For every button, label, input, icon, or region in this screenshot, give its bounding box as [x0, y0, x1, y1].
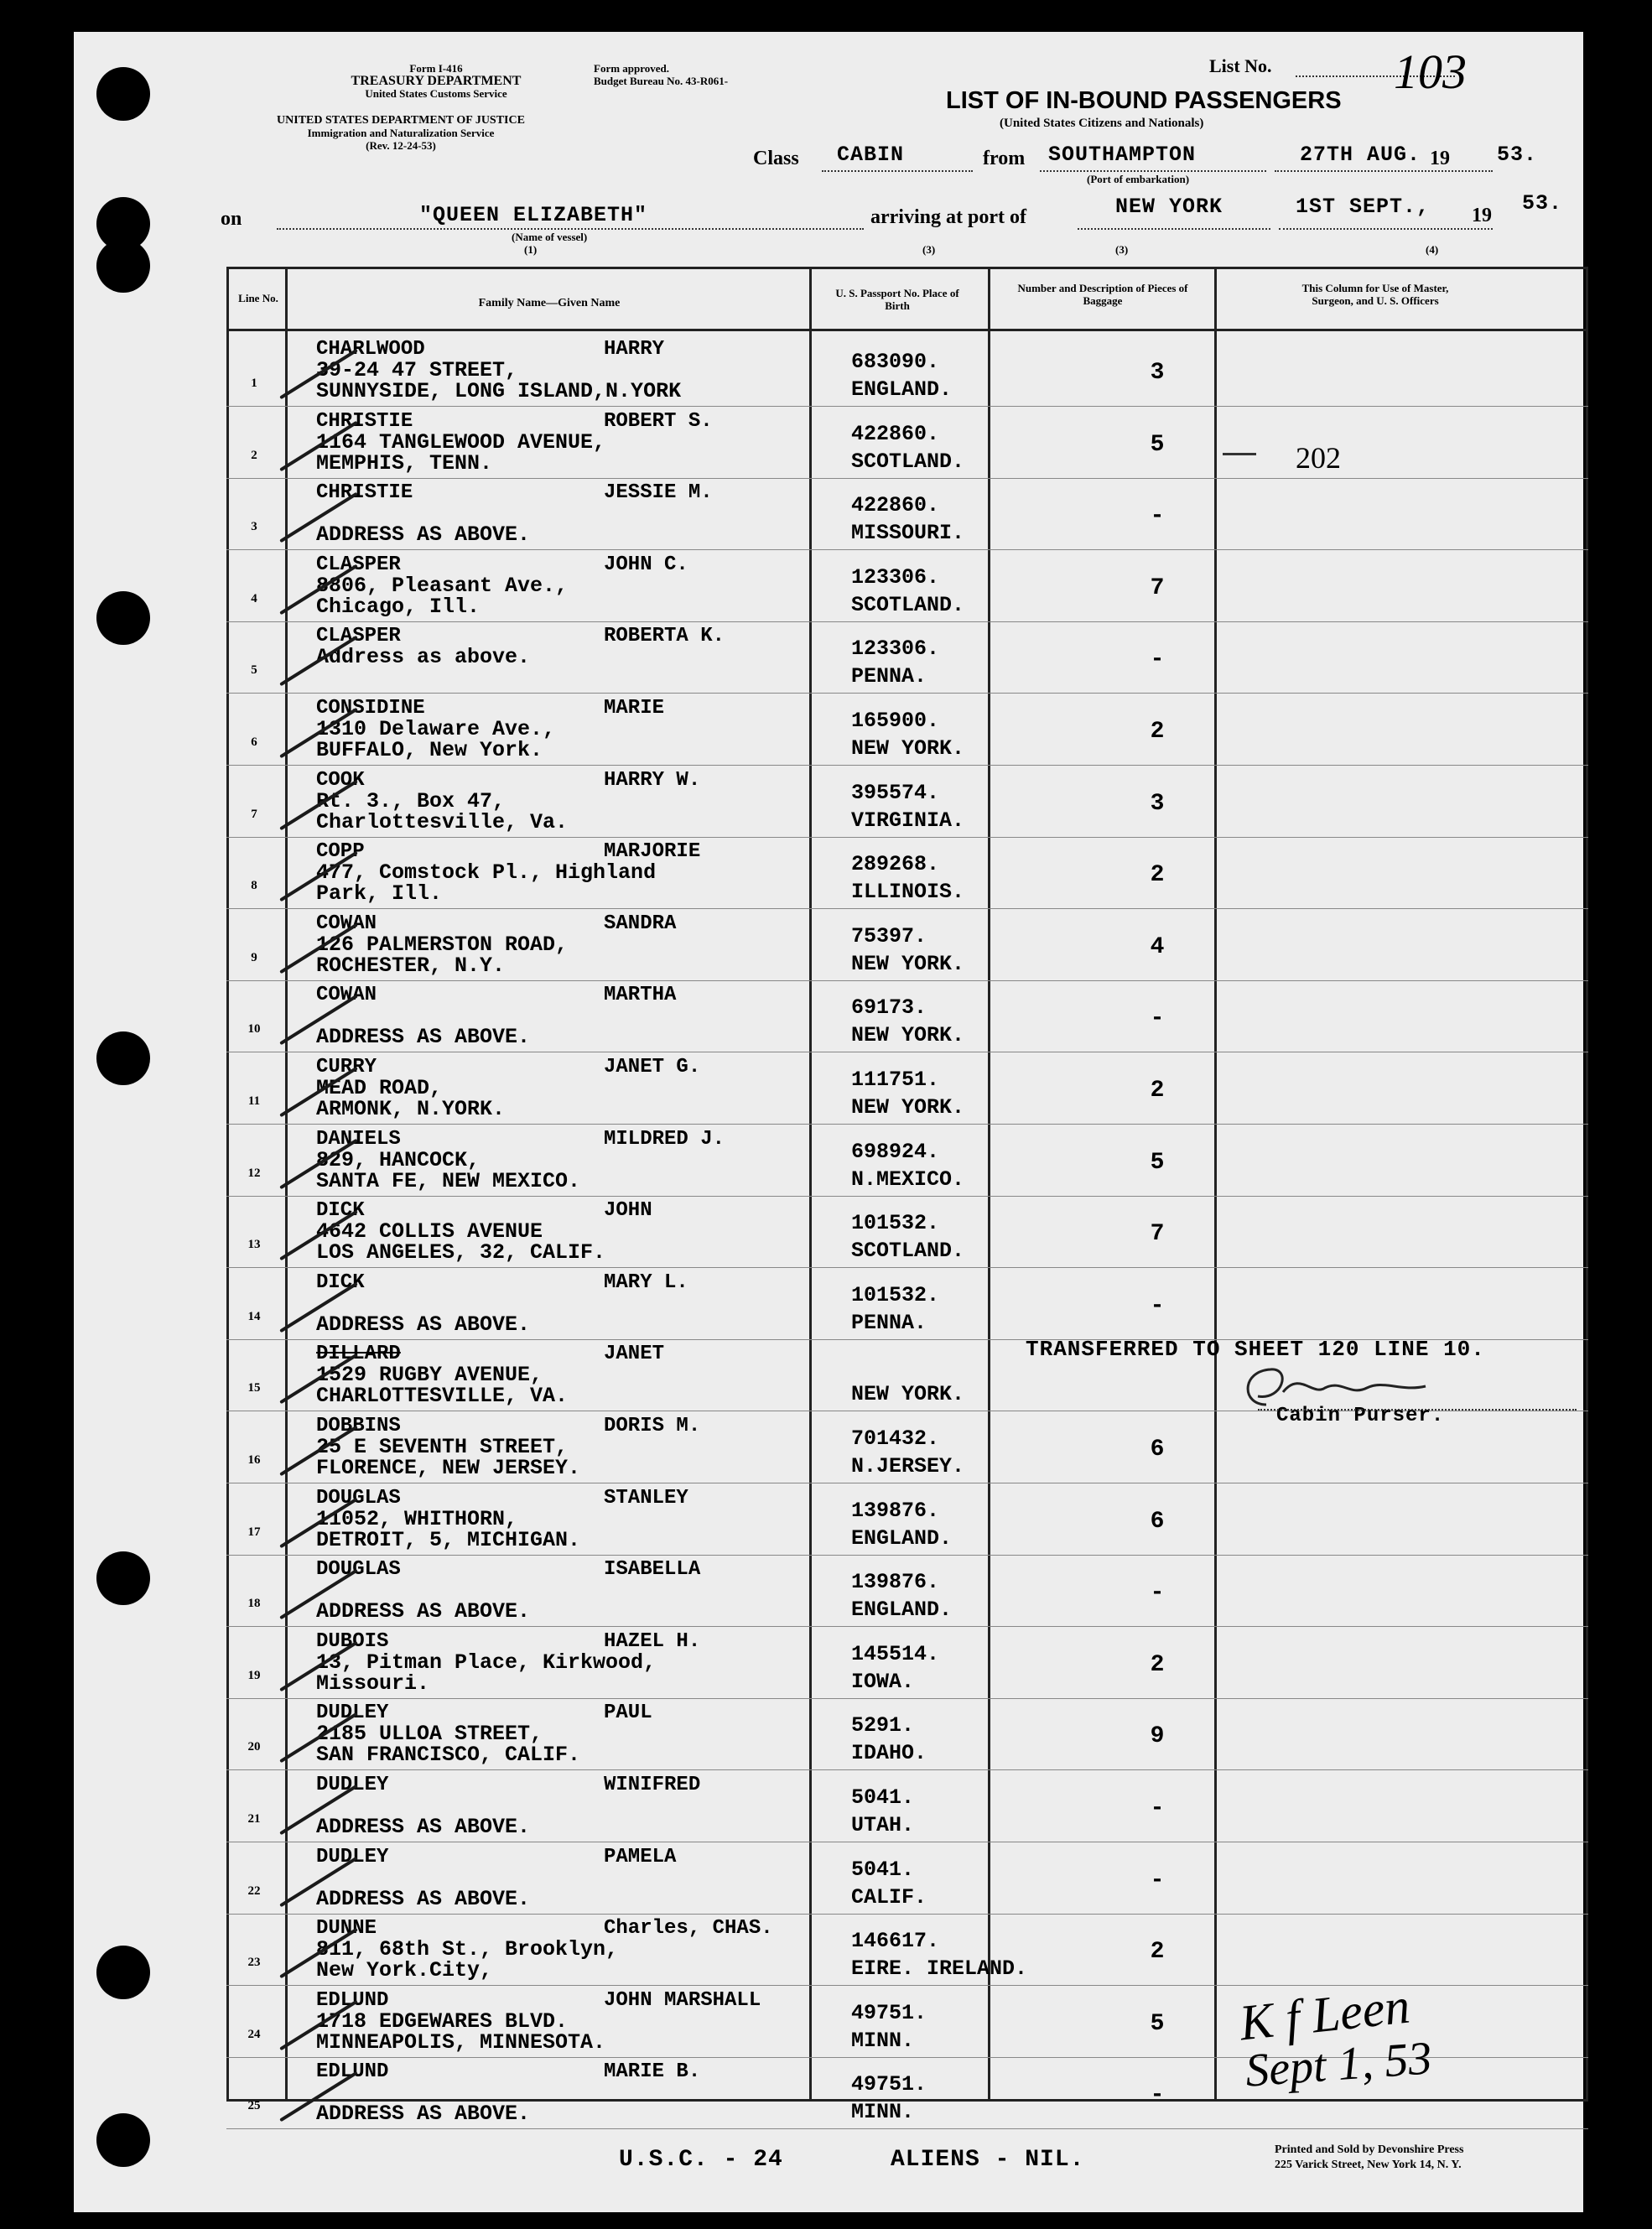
given-name: JOHN — [604, 1199, 652, 1223]
address-line-1: MEAD ROAD, — [316, 1076, 443, 1100]
baggage-count: - — [1150, 1867, 1165, 1894]
departure-date: 27TH AUG. — [1300, 143, 1421, 167]
line-number: 6 — [251, 735, 257, 749]
family-name: DOUGLAS — [316, 1558, 401, 1582]
table-row — [226, 1052, 1588, 1125]
family-name: EDLUND — [316, 2060, 389, 2084]
table-row — [226, 478, 1588, 550]
family-name: DUDLEY — [316, 1845, 389, 1868]
inspector-signature: K f Leen — [1237, 1977, 1413, 2051]
baggage-count: 3 — [1150, 790, 1165, 817]
revision: (Rev. 12-24-53) — [366, 139, 436, 152]
punch-hole — [96, 239, 150, 293]
line-number: 8 — [251, 879, 257, 893]
embarkation-port: SOUTHAMPTON — [1048, 143, 1197, 167]
address-line-2: ADDRESS AS ABOVE. — [316, 1599, 531, 1624]
table-row — [226, 1196, 1588, 1268]
place-of-birth: ENGLAND. — [851, 1525, 953, 1551]
line-number: 23 — [247, 1956, 261, 1970]
line-number: 3 — [251, 520, 257, 534]
address-line-1: Rt. 3., Box 47, — [316, 788, 506, 813]
transfer-note: TRANSFERRED TO SHEET 120 LINE 10. — [1026, 1337, 1485, 1362]
family-name: COWAN — [316, 984, 377, 1007]
passport-number: 5041. — [851, 1857, 915, 1882]
address-line-1: 8806, Pleasant Ave., — [316, 573, 569, 598]
place-of-birth: MINN. — [851, 2028, 915, 2053]
baggage-count: - — [1150, 1005, 1165, 1032]
given-name: HARRY W. — [604, 768, 701, 792]
family-name: COPP — [316, 840, 365, 864]
place-of-birth: NEW YORK. — [851, 1095, 965, 1120]
address-line-2: ADDRESS AS ABOVE. — [316, 2102, 531, 2127]
embarkation-caption: (Port of embarkation) — [1087, 173, 1190, 185]
family-name: COOK — [316, 768, 365, 792]
inspector-date: Sept 1, 53 — [1244, 2032, 1434, 2097]
table-row — [226, 980, 1588, 1052]
address-line-1: 11052, WHITHORN, — [316, 1506, 518, 1531]
address-line-1: 25 E SEVENTH STREET, — [316, 1435, 569, 1459]
col-header-line: Line No. — [238, 292, 278, 304]
passport-number: 5041. — [851, 1785, 915, 1810]
address-line-2: Chicago, Ill. — [316, 594, 481, 619]
line-number: 15 — [247, 1381, 261, 1395]
address-line-1: 1718 EDGEWARES BLVD. — [316, 2008, 569, 2034]
place-of-birth: N.JERSEY. — [851, 1454, 965, 1478]
address-line-1: 1310 Delaware Ave., — [316, 717, 556, 741]
place-of-birth: ILLINOIS. — [851, 880, 965, 905]
place-of-birth: ENGLAND. — [851, 377, 953, 402]
arrival-year: 53. — [1522, 191, 1563, 216]
address-line-1: Address as above. — [316, 645, 531, 670]
passport-number: 123306. — [851, 564, 940, 590]
address-line-2: ARMONK, N.YORK. — [316, 1097, 506, 1121]
col-num-2: (1) — [524, 243, 538, 256]
given-name: Charles, CHAS. — [604, 1917, 773, 1941]
address-line-2: Park, Ill. — [316, 881, 443, 907]
arrival-port: NEW YORK — [1115, 195, 1223, 219]
list-no-label: List No. — [1209, 55, 1272, 76]
family-name: DILLARD — [316, 1343, 401, 1366]
passport-number: 101532. — [851, 1282, 940, 1307]
punch-hole — [96, 2113, 150, 2167]
line-number: 24 — [247, 2027, 261, 2041]
passport-number: 69173. — [851, 995, 927, 1021]
baggage-count: - — [1150, 1580, 1165, 1607]
year-prefix: 19 — [1430, 148, 1450, 169]
given-name: MARIE B. — [604, 2060, 701, 2084]
passport-number: 146617. — [851, 1929, 940, 1954]
passport-number: 101532. — [851, 1211, 940, 1236]
place-of-birth: UTAH. — [851, 1813, 915, 1837]
table-row — [226, 766, 1588, 838]
table-row — [226, 621, 1588, 694]
address-line-2: FLORENCE, NEW JERSEY. — [316, 1456, 581, 1480]
arrival-date-line — [1279, 228, 1493, 230]
baggage-count: - — [1150, 1292, 1165, 1319]
line-number: 21 — [247, 1812, 261, 1826]
passport-number: 5291. — [851, 1713, 915, 1738]
page-title: LIST OF IN-BOUND PASSENGERS — [946, 87, 1342, 114]
address-line-2: MEMPHIS, TENN. — [316, 450, 493, 475]
baggage-count: 6 — [1150, 1437, 1165, 1463]
punch-hole — [96, 591, 150, 645]
family-name: COWAN — [316, 912, 377, 935]
address-line-2: New York.City, — [316, 1958, 493, 1983]
address-line-2: DETROIT, 5, MICHIGAN. — [316, 1527, 581, 1552]
family-name: DICK — [316, 1199, 365, 1223]
page-subtitle: (United States Citizens and Nationals) — [1000, 117, 1204, 130]
given-name: WINIFRED — [604, 1774, 701, 1796]
passport-number: 145514. — [851, 1641, 940, 1666]
table-row — [226, 694, 1588, 766]
table-row — [226, 1698, 1588, 1770]
address-line-2: MINNEAPOLIS, MINNESOTA. — [316, 2029, 606, 2055]
given-name: HAZEL H. — [604, 1629, 701, 1653]
address-line-2: ADDRESS AS ABOVE. — [316, 1815, 531, 1839]
header-rule — [226, 329, 1588, 331]
budget-bureau: Budget Bureau No. 43-R061- — [594, 75, 729, 87]
table-row — [226, 1914, 1588, 1986]
vessel-caption: (Name of vessel) — [512, 231, 588, 243]
family-name: DOBBINS — [316, 1415, 401, 1437]
baggage-count: 2 — [1150, 862, 1165, 889]
line-number: 19 — [247, 1668, 261, 1682]
form-approved: Form approved. — [594, 62, 670, 75]
passport-number: 75397. — [851, 923, 927, 948]
passport-number: 49751. — [851, 2000, 927, 2025]
passport-number: 139876. — [851, 1498, 940, 1523]
punch-hole — [96, 1946, 150, 1999]
punch-hole — [96, 67, 150, 121]
baggage-count: - — [1150, 2082, 1165, 2109]
customs-service: United States Customs Service — [365, 87, 507, 100]
given-name: HARRY — [604, 338, 665, 361]
place-of-birth: MISSOURI. — [851, 521, 965, 546]
baggage-count: 2 — [1150, 1651, 1165, 1678]
baggage-count: 5 — [1150, 2010, 1165, 2037]
address-line-2: LOS ANGELES, 32, CALIF. — [316, 1240, 606, 1265]
table-row — [226, 1842, 1588, 1915]
address-line-2: ADDRESS AS ABOVE. — [316, 1025, 531, 1050]
passport-number: 123306. — [851, 636, 940, 662]
class-line — [822, 170, 973, 172]
address-line-2: ADDRESS AS ABOVE. — [316, 522, 531, 548]
approval-block — [594, 62, 728, 87]
address-line-1: 4642 COLLIS AVENUE — [316, 1219, 543, 1244]
given-name: JANET — [604, 1343, 665, 1366]
line-number: 4 — [251, 591, 257, 605]
line-number: 13 — [247, 1238, 261, 1252]
family-name: DICK — [316, 1270, 365, 1294]
line-number: 18 — [247, 1597, 261, 1611]
baggage-count: 5 — [1150, 431, 1165, 458]
baggage-count: - — [1150, 503, 1165, 530]
given-name: JOHN C. — [604, 553, 688, 576]
given-name: PAMELA — [604, 1845, 677, 1868]
given-name: MILDRED J. — [604, 1127, 725, 1151]
given-name: ROBERT S. — [604, 409, 713, 433]
justice-block — [225, 114, 577, 152]
address-line-1: 477, Comstock Pl., Highland — [316, 860, 657, 886]
line-number: 17 — [247, 1525, 261, 1539]
given-name: DORIS M. — [604, 1415, 701, 1437]
place-of-birth: SCOTLAND. — [851, 1239, 965, 1264]
ins-service: Immigration and Naturalization Service — [307, 127, 495, 139]
treasury-dept: TREASURY DEPARTMENT — [351, 74, 522, 88]
table-row — [226, 1770, 1588, 1842]
given-name: ROBERTA K. — [604, 625, 725, 648]
given-name: SANDRA — [604, 912, 677, 935]
from-label: from — [983, 148, 1026, 169]
baggage-count: 9 — [1150, 1723, 1165, 1750]
place-of-birth: PENNA. — [851, 1310, 927, 1335]
given-name: MARTHA — [604, 984, 677, 1007]
table-row — [226, 550, 1588, 622]
place-of-birth: NEW YORK. — [851, 1382, 965, 1407]
col-num-4: (4) — [1426, 243, 1439, 256]
baggage-count: 2 — [1150, 1939, 1165, 1966]
family-name: CHRISTIE — [316, 409, 413, 433]
given-name: ISABELLA — [604, 1558, 701, 1582]
col-header-passport: U. S. Passport No. Place of Birth — [835, 287, 959, 312]
place-of-birth: VIRGINIA. — [851, 808, 965, 833]
line-number: 20 — [247, 1740, 261, 1754]
table-row — [226, 335, 1588, 407]
table-row — [226, 1555, 1588, 1627]
usc-count: U.S.C. - 24 — [619, 2147, 783, 2173]
place-of-birth: MINN. — [851, 2100, 915, 2125]
line-number: 7 — [251, 807, 257, 821]
col-header-officers: This Column for Use of Master, Surgeon, and U. S. Officers — [1301, 282, 1449, 307]
justice-dept: UNITED STATES DEPARTMENT OF JUSTICE — [277, 114, 525, 127]
class-label: Class — [753, 148, 799, 169]
passport-number: 422860. — [851, 493, 940, 518]
address-line-2: Charlottesville, Va. — [316, 809, 569, 834]
dash-mark — [1223, 453, 1256, 455]
place-of-birth: NEW YORK. — [851, 1023, 965, 1048]
on-label: on — [221, 208, 242, 230]
given-name: JOHN MARSHALL — [604, 1988, 761, 2012]
address-line-1: 13, Pitman Place, Kirkwood, — [316, 1650, 657, 1675]
place-of-birth: SCOTLAND. — [851, 449, 965, 474]
baggage-count: 2 — [1150, 719, 1165, 745]
address-line-2: ADDRESS AS ABOVE. — [316, 1312, 531, 1337]
col-num-3b: (3) — [1115, 243, 1129, 256]
passport-number: 683090. — [851, 350, 940, 374]
address-line-1: 829, HANCOCK, — [316, 1147, 481, 1172]
passport-number: 701432. — [851, 1426, 940, 1451]
date-line — [1275, 170, 1493, 172]
place-of-birth: EIRE. IRELAND. — [851, 1956, 1028, 1982]
address-line-1: 2185 ULLOA STREET, — [316, 1722, 543, 1747]
table-row — [226, 407, 1588, 479]
place-of-birth: NEW YORK. — [851, 951, 965, 976]
baggage-count: 4 — [1150, 933, 1165, 960]
place-of-birth: N.MEXICO. — [851, 1166, 965, 1192]
place-of-birth: CALIF. — [851, 1884, 927, 1909]
table-row — [226, 909, 1588, 981]
given-name: PAUL — [604, 1702, 652, 1725]
col-header-baggage: Number and Description of Pieces of Baggage — [1017, 282, 1188, 307]
baggage-count: - — [1150, 1795, 1165, 1821]
passport-number: 289268. — [851, 852, 940, 877]
year-prefix-2: 19 — [1472, 205, 1492, 226]
given-name: STANLEY — [604, 1486, 688, 1509]
passport-number: 422860. — [851, 421, 940, 446]
from-line — [1040, 170, 1266, 172]
family-name: CLASPER — [316, 553, 401, 576]
passport-number: 395574. — [851, 780, 940, 805]
place-of-birth: IDAHO. — [851, 1741, 927, 1766]
given-name: MARIE — [604, 697, 665, 720]
arriving-label: arriving at port of — [870, 206, 1026, 228]
table-row — [226, 1268, 1588, 1340]
vessel-line — [277, 228, 864, 230]
table-row — [226, 837, 1588, 909]
given-name: MARY L. — [604, 1270, 688, 1294]
place-of-birth: NEW YORK. — [851, 736, 965, 761]
address-line-1: 1164 TANGLEWOOD AVENUE, — [316, 429, 606, 455]
purser-title: Cabin Purser. — [1276, 1405, 1445, 1427]
line-number: 9 — [251, 950, 257, 964]
table-row — [226, 1125, 1588, 1197]
form-number: Form I-416 — [409, 62, 463, 75]
baggage-count: 7 — [1150, 574, 1165, 601]
place-of-birth: IOWA. — [851, 1669, 915, 1694]
punch-hole — [96, 1031, 150, 1085]
family-name: CONSIDINE — [316, 697, 425, 720]
baggage-count: 7 — [1150, 1221, 1165, 1248]
family-name: CURRY — [316, 1056, 377, 1078]
baggage-count: 5 — [1150, 1149, 1165, 1176]
aliens-count: ALIENS - NIL. — [891, 2147, 1085, 2173]
family-name: DUBOIS — [316, 1629, 389, 1653]
given-name: JESSIE M. — [604, 481, 713, 505]
family-name: DUDLEY — [316, 1774, 389, 1796]
address-line-2: ROCHESTER, N.Y. — [316, 953, 506, 978]
line-number: 14 — [247, 1309, 261, 1323]
baggage-count: 2 — [1150, 1078, 1165, 1104]
table-row — [226, 1627, 1588, 1699]
punch-hole — [96, 1551, 150, 1605]
line-number: 1 — [251, 377, 257, 390]
purser-signature — [1233, 1354, 1468, 1430]
line-number: 16 — [247, 1453, 261, 1467]
given-name: JANET G. — [604, 1056, 701, 1078]
class-value: CABIN — [837, 143, 905, 167]
printer-line-2: 225 Varick Street, New York 14, N. Y. — [1275, 2159, 1462, 2171]
arrival-date: 1ST SEPT., — [1296, 195, 1431, 219]
col-header-name: Family Name—Given Name — [478, 297, 621, 309]
address-line-2: CHARLOTTESVILLE, VA. — [316, 1384, 569, 1409]
passport-number: 139876. — [851, 1570, 940, 1595]
line-number: 5 — [251, 663, 257, 678]
family-name: DANIELS — [316, 1127, 401, 1151]
place-of-birth: ENGLAND. — [851, 1598, 953, 1623]
list-no-handwritten: 103 — [1394, 44, 1467, 99]
line-number: 2 — [251, 448, 257, 462]
form-id-block — [327, 62, 545, 100]
vessel-name: "QUEEN ELIZABETH" — [419, 203, 648, 227]
family-name: DUNNE — [316, 1917, 377, 1941]
line-number: 22 — [247, 1883, 261, 1898]
address-line-1: 1529 RUGBY AVENUE, — [316, 1363, 543, 1388]
place-of-birth: SCOTLAND. — [851, 592, 965, 617]
family-name: DUDLEY — [316, 1702, 389, 1725]
baggage-count: 6 — [1150, 1508, 1165, 1535]
table-row — [226, 1483, 1588, 1556]
baggage-count: - — [1150, 647, 1165, 673]
family-name: EDLUND — [316, 1988, 389, 2012]
address-line-2: SANTA FE, NEW MEXICO. — [316, 1168, 581, 1193]
line-number: 11 — [247, 1094, 261, 1108]
passport-number: 111751. — [851, 1068, 940, 1092]
col-num-3: (3) — [922, 243, 936, 256]
address-line-1: 126 PALMERSTON ROAD, — [316, 932, 569, 957]
departure-year: 53. — [1497, 143, 1538, 167]
place-of-birth: PENNA. — [851, 664, 927, 689]
address-line-2: Missouri. — [316, 1670, 430, 1696]
line-number: 10 — [247, 1022, 261, 1037]
baggage-count: 3 — [1150, 360, 1165, 386]
given-name: MARJORIE — [604, 840, 701, 864]
family-name: CHRISTIE — [316, 481, 413, 505]
line-number: 12 — [247, 1166, 261, 1180]
address-line-2: SAN FRANCISCO, CALIF. — [316, 1743, 581, 1768]
family-name: DOUGLAS — [316, 1486, 401, 1509]
printer-line-1: Printed and Sold by Devonshire Press — [1275, 2143, 1464, 2156]
passport-number: 698924. — [851, 1139, 940, 1164]
passport-number: 165900. — [851, 709, 940, 733]
address-line-1: 811, 68th St., Brooklyn, — [316, 1937, 619, 1962]
family-name: CLASPER — [316, 625, 401, 648]
family-name: CHARLWOOD — [316, 338, 425, 361]
officer-code: 202 — [1296, 441, 1341, 475]
address-line-2: ADDRESS AS ABOVE. — [316, 1886, 531, 1911]
arrival-port-line — [1078, 228, 1270, 230]
line-number: 25 — [247, 2099, 261, 2113]
address-line-2: SUNNYSIDE, LONG ISLAND,N.YORK — [316, 379, 682, 403]
address-line-1: 39-24 47 STREET, — [316, 358, 518, 382]
address-line-2: BUFFALO, New York. — [316, 738, 543, 762]
passport-number: 49751. — [851, 2072, 927, 2097]
